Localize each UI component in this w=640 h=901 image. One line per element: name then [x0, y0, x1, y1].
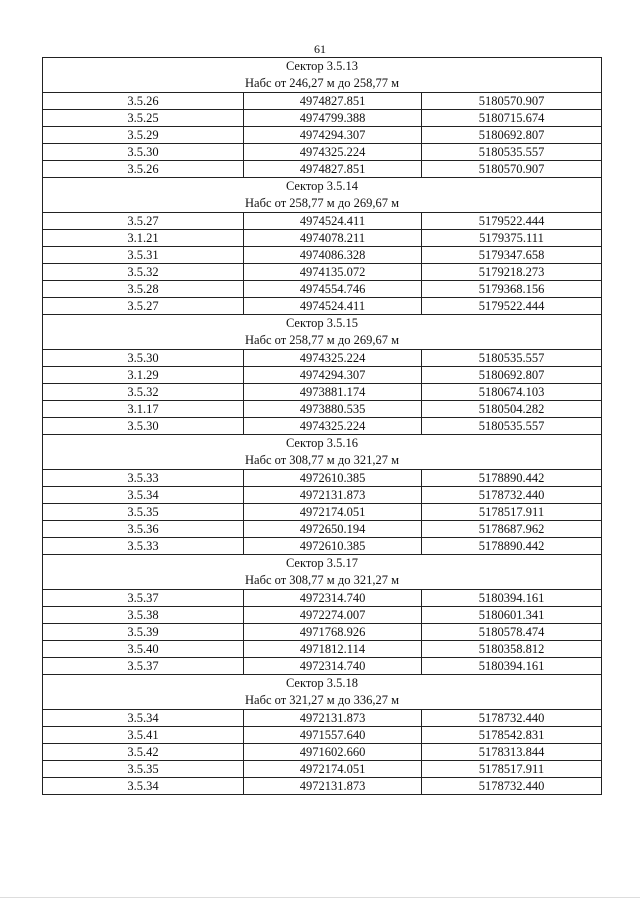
sector-height-range: Набс от 258,77 м до 269,67 м: [245, 196, 399, 210]
point-id-cell: 3.5.36: [43, 521, 244, 538]
sector-height-range: Набс от 321,27 м до 336,27 м: [245, 693, 399, 707]
table-row: [43, 247, 602, 264]
y-coordinate-cell: 5180715.674: [422, 110, 602, 127]
x-coordinate-cell: 4974799.388: [244, 110, 422, 127]
point-id-cell: 3.5.34: [43, 778, 244, 795]
sector-header: [43, 555, 602, 590]
y-coordinate-cell: 5180674.103: [422, 384, 602, 401]
table-row: [43, 744, 602, 761]
sector-header-row: [43, 58, 602, 93]
table-row: [43, 230, 602, 247]
x-coordinate-cell: 4972174.051: [244, 504, 422, 521]
point-id-cell: 3.5.33: [43, 470, 244, 487]
x-coordinate-cell: 4974325.224: [244, 144, 422, 161]
x-coordinate-cell: 4974078.211: [244, 230, 422, 247]
y-coordinate-cell: 5178517.911: [422, 504, 602, 521]
point-id-cell: 3.5.28: [43, 281, 244, 298]
point-id-cell: 3.5.27: [43, 213, 244, 230]
sector-header: [43, 675, 602, 710]
table-row: [43, 110, 602, 127]
table-row: [43, 641, 602, 658]
table-row: [43, 367, 602, 384]
sector-title: Сектор 3.5.15: [285, 316, 359, 330]
y-coordinate-cell: 5179375.111: [422, 230, 602, 247]
x-coordinate-cell: 4974325.224: [244, 350, 422, 367]
x-coordinate-cell: 4974325.224: [244, 418, 422, 435]
y-coordinate-cell: 5179368.156: [422, 281, 602, 298]
y-coordinate-cell: 5178890.442: [422, 538, 602, 555]
y-coordinate-cell: 5180692.807: [422, 127, 602, 144]
sector-header-row: [43, 315, 602, 350]
y-coordinate-cell: 5178542.831: [422, 727, 602, 744]
point-id-cell: 3.5.37: [43, 658, 244, 675]
table-row: [43, 727, 602, 744]
table-row: [43, 264, 602, 281]
point-id-cell: 3.5.39: [43, 624, 244, 641]
y-coordinate-cell: 5180578.474: [422, 624, 602, 641]
sector-header: [43, 435, 602, 470]
y-coordinate-cell: 5178890.442: [422, 470, 602, 487]
table-row: [43, 161, 602, 178]
point-id-cell: 3.5.32: [43, 264, 244, 281]
table-row: [43, 213, 602, 230]
y-coordinate-cell: 5180535.557: [422, 144, 602, 161]
x-coordinate-cell: 4972650.194: [244, 521, 422, 538]
point-id-cell: 3.5.30: [43, 144, 244, 161]
x-coordinate-cell: 4972131.873: [244, 778, 422, 795]
x-coordinate-cell: 4974524.411: [244, 213, 422, 230]
sector-height-range: Набс от 308,77 м до 321,27 м: [245, 573, 399, 587]
x-coordinate-cell: 4972274.007: [244, 607, 422, 624]
table-body: [43, 58, 602, 795]
point-id-cell: 3.5.29: [43, 127, 244, 144]
y-coordinate-cell: 5180692.807: [422, 367, 602, 384]
sector-header-row: [43, 555, 602, 590]
table-row: [43, 470, 602, 487]
x-coordinate-cell: 4972610.385: [244, 470, 422, 487]
y-coordinate-cell: 5178517.911: [422, 761, 602, 778]
table-row: [43, 504, 602, 521]
x-coordinate-cell: 4973881.174: [244, 384, 422, 401]
x-coordinate-cell: 4974135.072: [244, 264, 422, 281]
x-coordinate-cell: 4971557.640: [244, 727, 422, 744]
table-row: [43, 521, 602, 538]
y-coordinate-cell: 5180535.557: [422, 418, 602, 435]
table-row: [43, 710, 602, 727]
point-id-cell: 3.5.31: [43, 247, 244, 264]
point-id-cell: 3.1.29: [43, 367, 244, 384]
x-coordinate-cell: 4974827.851: [244, 161, 422, 178]
y-coordinate-cell: 5180394.161: [422, 590, 602, 607]
y-coordinate-cell: 5180570.907: [422, 93, 602, 110]
table-row: [43, 281, 602, 298]
x-coordinate-cell: 4972610.385: [244, 538, 422, 555]
point-id-cell: 3.5.41: [43, 727, 244, 744]
y-coordinate-cell: 5179347.658: [422, 247, 602, 264]
y-coordinate-cell: 5178732.440: [422, 487, 602, 504]
table-row: [43, 144, 602, 161]
point-id-cell: 3.5.33: [43, 538, 244, 555]
x-coordinate-cell: 4972131.873: [244, 710, 422, 727]
point-id-cell: 3.1.17: [43, 401, 244, 418]
sector-header: [43, 178, 602, 213]
sector-header-row: [43, 675, 602, 710]
x-coordinate-cell: 4974086.328: [244, 247, 422, 264]
x-coordinate-cell: 4974524.411: [244, 298, 422, 315]
x-coordinate-cell: 4972131.873: [244, 487, 422, 504]
point-id-cell: 3.5.35: [43, 504, 244, 521]
sector-header-row: [43, 178, 602, 213]
point-id-cell: 3.5.37: [43, 590, 244, 607]
table-row: [43, 127, 602, 144]
table-row: [43, 658, 602, 675]
x-coordinate-cell: 4974294.307: [244, 127, 422, 144]
y-coordinate-cell: 5178687.962: [422, 521, 602, 538]
y-coordinate-cell: 5179522.444: [422, 298, 602, 315]
point-id-cell: 3.5.40: [43, 641, 244, 658]
point-id-cell: 3.5.38: [43, 607, 244, 624]
y-coordinate-cell: 5178313.844: [422, 744, 602, 761]
table-row: [43, 401, 602, 418]
point-id-cell: 3.5.26: [43, 161, 244, 178]
y-coordinate-cell: 5178732.440: [422, 778, 602, 795]
point-id-cell: 3.5.35: [43, 761, 244, 778]
point-id-cell: 3.5.27: [43, 298, 244, 315]
point-id-cell: 3.5.32: [43, 384, 244, 401]
x-coordinate-cell: 4974554.746: [244, 281, 422, 298]
point-id-cell: 3.5.34: [43, 710, 244, 727]
table-row: [43, 624, 602, 641]
y-coordinate-cell: 5179218.273: [422, 264, 602, 281]
table-row: [43, 93, 602, 110]
x-coordinate-cell: 4972174.051: [244, 761, 422, 778]
table-row: [43, 298, 602, 315]
x-coordinate-cell: 4972314.740: [244, 658, 422, 675]
table-row: [43, 607, 602, 624]
point-id-cell: 3.5.34: [43, 487, 244, 504]
sector-height-range: Набс от 246,27 м до 258,77 м: [245, 76, 399, 90]
sector-title: Сектор 3.5.18: [285, 676, 359, 690]
sector-header: [43, 58, 602, 93]
x-coordinate-cell: 4972314.740: [244, 590, 422, 607]
x-coordinate-cell: 4971768.926: [244, 624, 422, 641]
table-row: [43, 590, 602, 607]
sector-height-range: Набс от 308,77 м до 321,27 м: [245, 453, 399, 467]
table-row: [43, 487, 602, 504]
x-coordinate-cell: 4973880.535: [244, 401, 422, 418]
point-id-cell: 3.5.42: [43, 744, 244, 761]
y-coordinate-cell: 5180394.161: [422, 658, 602, 675]
sector-header-row: [43, 435, 602, 470]
point-id-cell: 3.1.21: [43, 230, 244, 247]
x-coordinate-cell: 4971812.114: [244, 641, 422, 658]
point-id-cell: 3.5.30: [43, 350, 244, 367]
y-coordinate-cell: 5180535.557: [422, 350, 602, 367]
sector-title: Сектор 3.5.13: [285, 59, 359, 73]
table-row: [43, 384, 602, 401]
x-coordinate-cell: 4974294.307: [244, 367, 422, 384]
table-row: [43, 418, 602, 435]
x-coordinate-cell: 4974827.851: [244, 93, 422, 110]
table-row: [43, 538, 602, 555]
table-row: [43, 350, 602, 367]
table-row: [43, 761, 602, 778]
y-coordinate-cell: 5179522.444: [422, 213, 602, 230]
sector-title: Сектор 3.5.16: [285, 436, 359, 450]
point-id-cell: 3.5.25: [43, 110, 244, 127]
y-coordinate-cell: 5180570.907: [422, 161, 602, 178]
page-number: 61: [314, 42, 326, 56]
sector-title: Сектор 3.5.17: [285, 556, 359, 570]
y-coordinate-cell: 5178732.440: [422, 710, 602, 727]
point-id-cell: 3.5.30: [43, 418, 244, 435]
table-row: [43, 778, 602, 795]
y-coordinate-cell: 5180504.282: [422, 401, 602, 418]
sector-height-range: Набс от 258,77 м до 269,67 м: [245, 333, 399, 347]
page-edge: [0, 897, 640, 898]
x-coordinate-cell: 4971602.660: [244, 744, 422, 761]
y-coordinate-cell: 5180358.812: [422, 641, 602, 658]
sector-header: [43, 315, 602, 350]
point-id-cell: 3.5.26: [43, 93, 244, 110]
sector-coordinates-table: [42, 57, 602, 795]
sector-title: Сектор 3.5.14: [285, 179, 359, 193]
y-coordinate-cell: 5180601.341: [422, 607, 602, 624]
